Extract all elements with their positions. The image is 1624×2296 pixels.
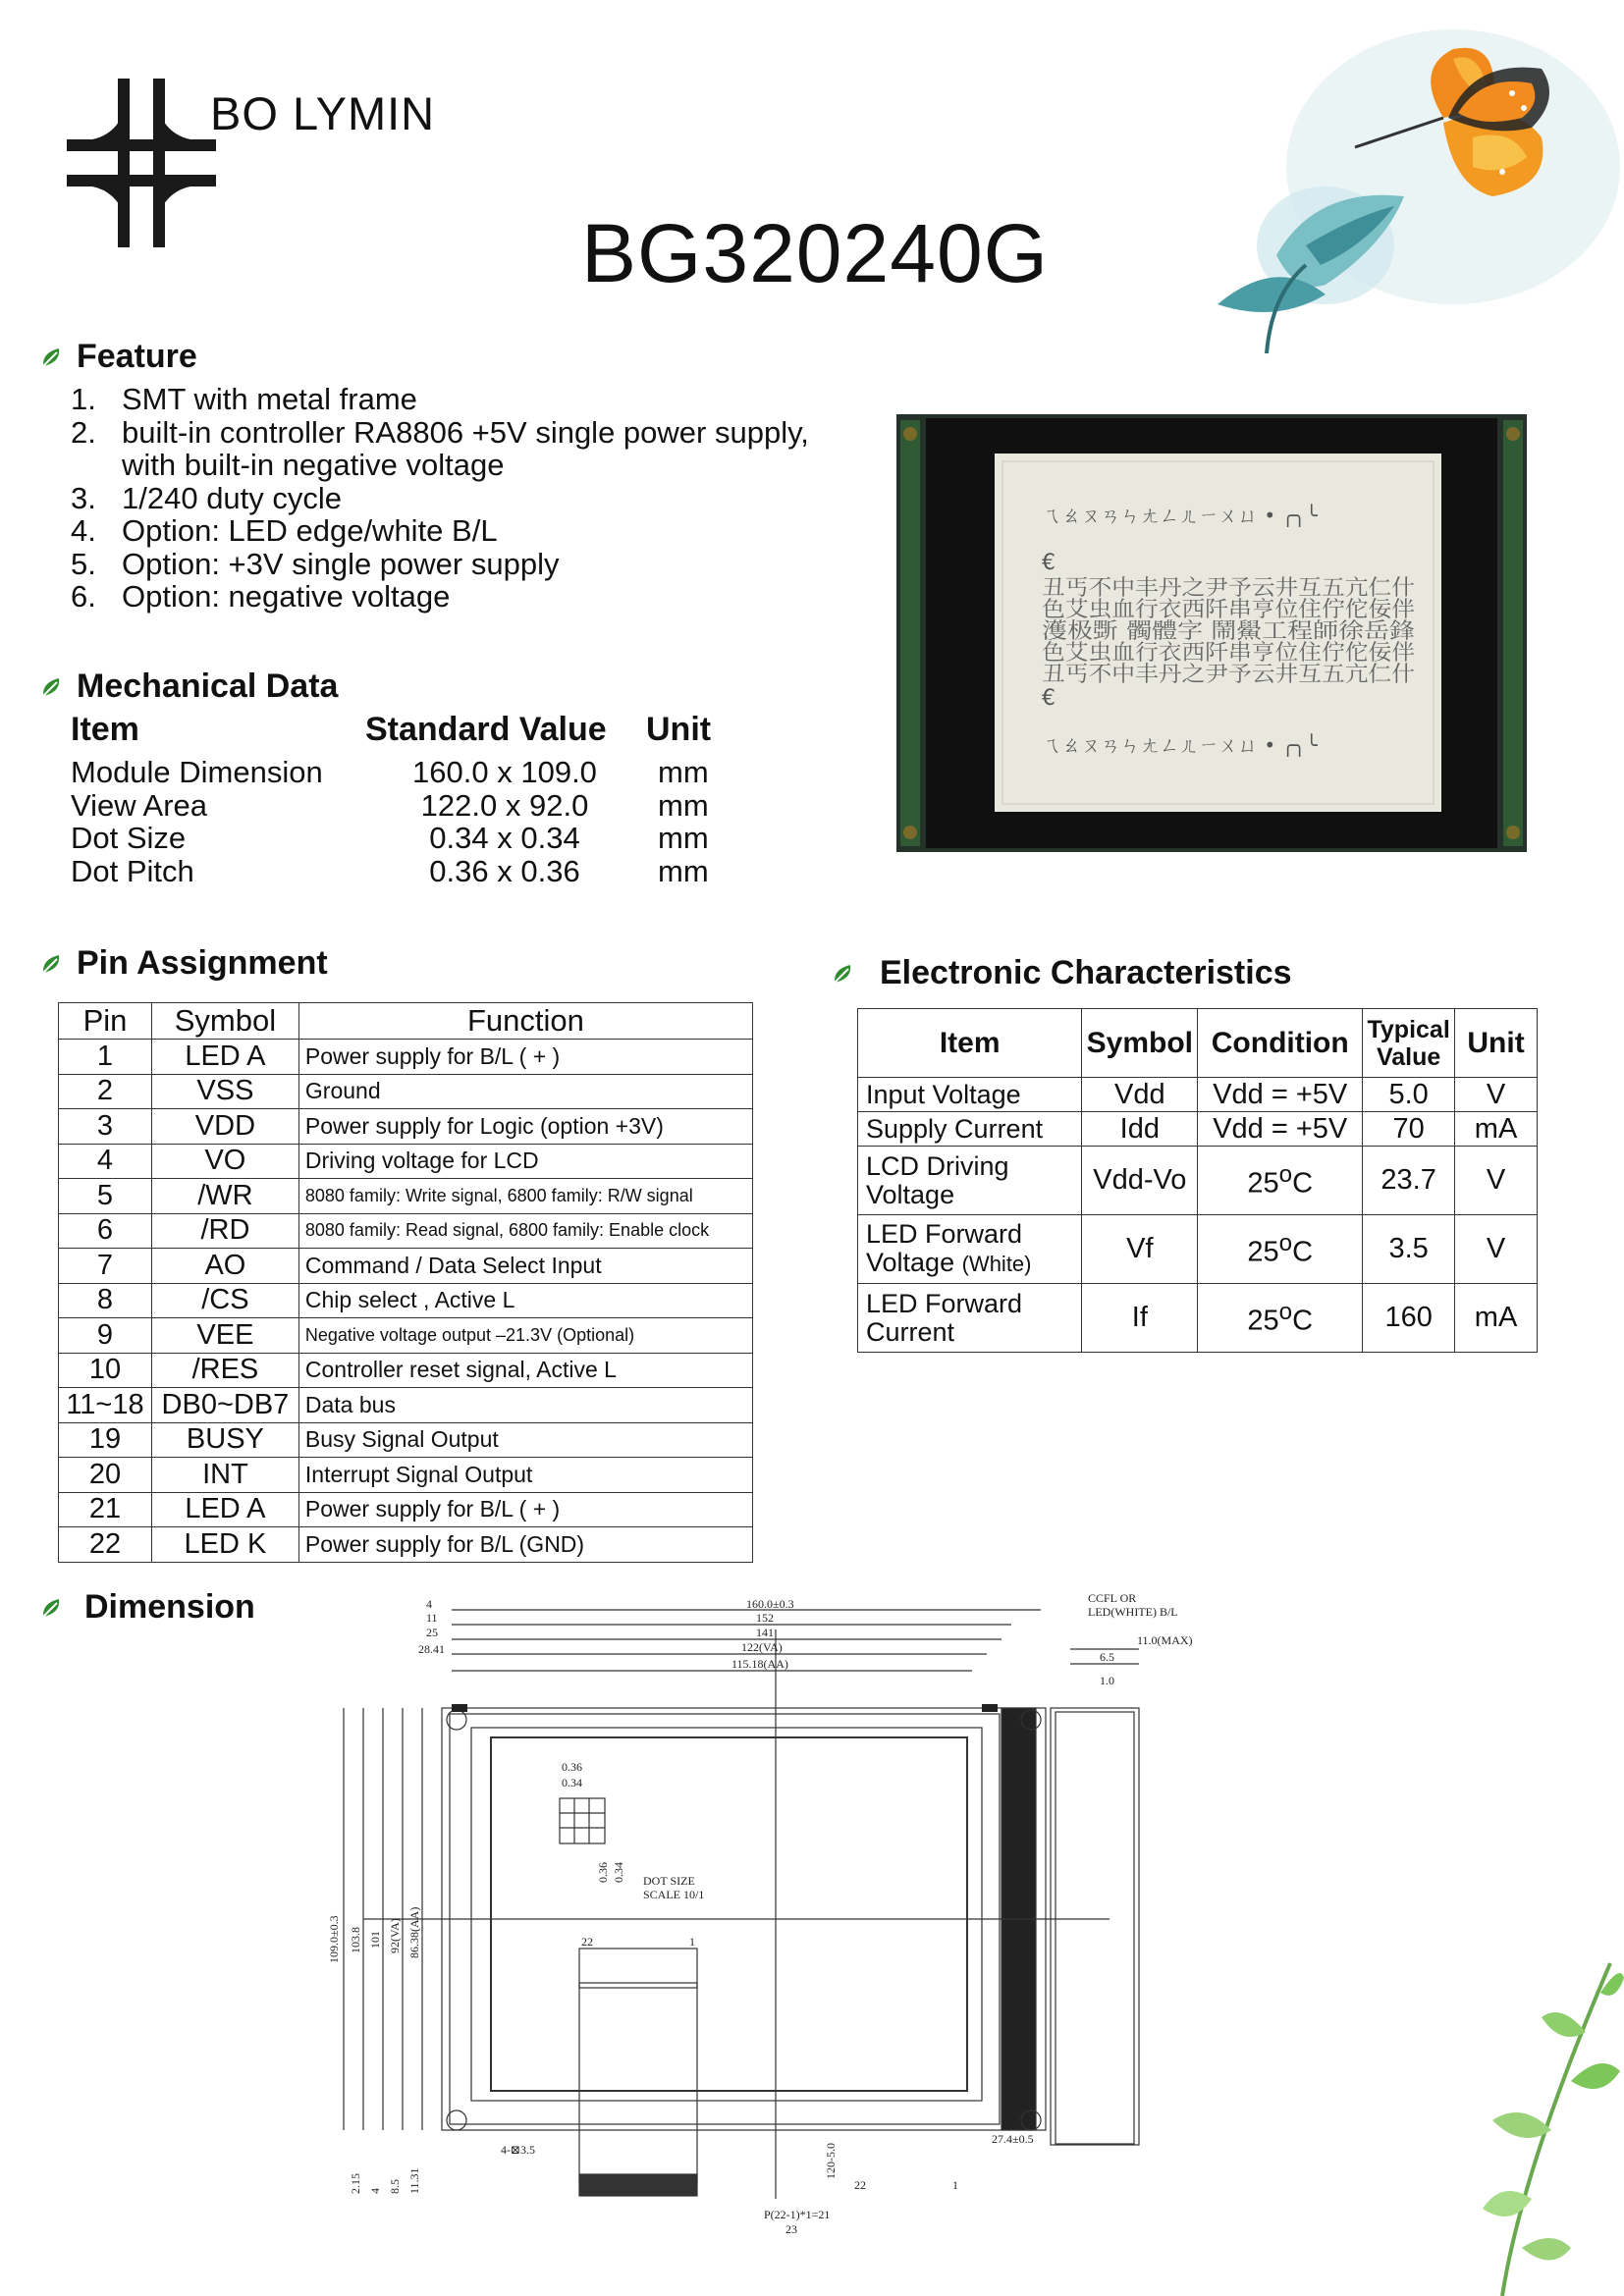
table-row: 8 /CS Chip select , Active L <box>59 1283 753 1318</box>
electronic-heading <box>831 954 1292 992</box>
table-row: Input Voltage Vdd Vdd = +5V 5.0 V <box>858 1078 1538 1112</box>
bolymin-logo <box>63 75 220 251</box>
table-row: 11~18 DB0~DB7 Data bus <box>59 1388 753 1423</box>
dim-label: 0.36 <box>596 1862 610 1883</box>
model-title: BG320240G <box>581 207 1050 299</box>
mechanical-row: Dot Pitch 0.36 x 0.36 mm <box>71 853 709 888</box>
dim-label: 122(VA) <box>741 1640 783 1654</box>
table-row: 10 /RES Controller reset signal, Active L <box>59 1353 753 1388</box>
dim-label: 120-5.0 <box>824 2143 838 2179</box>
butterfly-flower-illustration <box>1159 0 1624 412</box>
electronic-header-row: Item Symbol Condition Typical Value Unit <box>858 1009 1538 1078</box>
dim-label: 4-⊠3.5 <box>501 2143 536 2157</box>
table-row: LCD Driving Voltage Vdd-Vo 25$^o$C 23.7 V <box>858 1147 1538 1215</box>
dim-label: 141 <box>756 1626 774 1639</box>
dim-label: SCALE 10/1 <box>643 1888 705 1901</box>
leaf-bullet-icon <box>39 674 65 700</box>
feature-item-continuation: with built-in negative voltage <box>122 448 505 482</box>
pin-header-row: Pin Symbol Function <box>59 1003 753 1040</box>
dim-label: 86.38(AA) <box>407 1906 421 1958</box>
lcd-char-row: 丑丐不中丰丹之尹予云井互五亢仁什 <box>1042 663 1415 687</box>
table-row: 5 /WR 8080 family: Write signal, 6800 family: R/W signal <box>59 1179 753 1214</box>
lcd-line-2: ㄟㄠㄡㄢㄣㄤㄥㄦㄧㄨㄩ • ╭╮╰ <box>1042 733 1318 757</box>
section-title: Electronic Characteristics <box>880 954 1292 991</box>
dim-label: 92(VA) <box>388 1918 402 1953</box>
table-row: 7 AO Command / Data Select Input <box>59 1249 753 1284</box>
feature-heading <box>39 338 197 376</box>
dim-label: P(22-1)*1=21 <box>764 2208 831 2221</box>
table-row: 2 VSS Ground <box>59 1074 753 1109</box>
mechanical-heading <box>39 667 338 706</box>
section-title: Feature <box>77 338 197 375</box>
lcd-char-row: 丑丐不中丰丹之尹予云井互五亢仁什 <box>1042 576 1415 601</box>
dim-label: 1 <box>952 2178 958 2192</box>
leaf-bullet-icon <box>39 1595 65 1621</box>
table-row: 19 BUSY Busy Signal Output <box>59 1422 753 1458</box>
dim-label: DOT SIZE <box>643 1874 695 1888</box>
mechanical-data-table <box>71 711 744 887</box>
dim-label: 4 <box>426 1597 432 1611</box>
dim-label: 0.36 <box>562 1760 582 1774</box>
feature-item: 5. Option: +3V single power supply <box>71 546 560 581</box>
lcd-euro: € <box>1042 551 1056 575</box>
dim-label: 25 <box>426 1626 438 1639</box>
dim-label: 11.31 <box>407 2167 421 2194</box>
dim-label: 115.18(AA) <box>731 1657 788 1671</box>
dim-label: 23 <box>785 2222 797 2236</box>
dim-label: 6.5 <box>1100 1650 1114 1664</box>
feature-item: 6. Option: negative voltage <box>71 579 451 614</box>
dim-label: 11.0(MAX) <box>1137 1633 1193 1647</box>
table-row: LED Forward Current If 25$^o$C 160 mA <box>858 1284 1538 1353</box>
lcd-char-row: 濩极斲 髑體字 鬧鱟工程師徐岳鋒 <box>1042 619 1415 644</box>
brand-name: BO LYMIN <box>210 87 436 139</box>
dim-label: 103.8 <box>349 1927 362 1953</box>
leaf-bullet-icon <box>831 961 856 987</box>
dim-label: 4 <box>368 2188 382 2194</box>
feature-item: 4. Option: LED edge/white B/L <box>71 513 498 548</box>
section-title: Mechanical Data <box>77 667 339 705</box>
dim-label: 1.0 <box>1100 1674 1114 1687</box>
lcd-module-photo <box>896 414 1527 852</box>
mechanical-row: Dot Size 0.34 x 0.34 mm <box>71 821 709 855</box>
lcd-char-row: 色艾虫血行衣西阡串亨位住佇佗佞伴 <box>1042 598 1415 622</box>
dim-label: LED(WHITE) B/L <box>1088 1605 1178 1619</box>
table-row: 1 LED A Power supply for B/L ( + ) <box>59 1040 753 1075</box>
table-row: 6 /RD 8080 family: Read signal, 6800 family: Enable clock <box>59 1213 753 1249</box>
pin-heading <box>39 944 328 983</box>
feature-list <box>71 383 809 614</box>
leaves-illustration <box>1463 1924 1624 2296</box>
leaf-bullet-icon <box>39 345 65 370</box>
dimension-drawing <box>324 1590 1218 2238</box>
feature-item: 1. SMT with metal frame <box>71 382 417 416</box>
dim-label: 27.4±0.5 <box>992 2132 1034 2146</box>
table-row: 3 VDD Power supply for Logic (option +3V) <box>59 1109 753 1145</box>
dim-label: 8.5 <box>388 2179 402 2194</box>
dim-label: 0.34 <box>562 1776 582 1789</box>
table-row: 22 LED K Power supply for B/L (GND) <box>59 1527 753 1563</box>
dim-label: 1 <box>689 1935 695 1949</box>
table-row: LED Forward Voltage (White) Vf 25$^o$C 3.5 V <box>858 1215 1538 1284</box>
table-row: Supply Current Idd Vdd = +5V 70 mA <box>858 1112 1538 1147</box>
dim-label: 101 <box>368 1931 382 1949</box>
dimension-heading <box>39 1588 255 1627</box>
dim-label: 0.34 <box>612 1862 625 1883</box>
leaf-bullet-icon <box>39 951 65 977</box>
table-row: 20 INT Interrupt Signal Output <box>59 1458 753 1493</box>
dim-label: 109.0±0.3 <box>327 1915 341 1963</box>
lcd-line-1: ㄟㄠㄡㄢㄣㄤㄥㄦㄧㄨㄩ • ╭╮╰ <box>1042 504 1318 527</box>
table-row: 4 VO Driving voltage for LCD <box>59 1144 753 1179</box>
dim-label: 22 <box>854 2178 866 2192</box>
mechanical-row: View Area 122.0 x 92.0 mm <box>71 787 709 823</box>
table-row: 21 LED A Power supply for B/L ( + ) <box>59 1492 753 1527</box>
dim-label: 22 <box>581 1935 593 1949</box>
dim-label: 11 <box>426 1611 438 1625</box>
dim-label: 28.41 <box>418 1642 445 1656</box>
dim-label: 152 <box>756 1611 774 1625</box>
lcd-char-row: 色艾虫血行衣西阡串亨位住佇佗佞伴 <box>1042 641 1415 666</box>
dim-label: CCFL OR <box>1088 1591 1137 1605</box>
electronic-characteristics-table <box>857 1008 1538 1353</box>
lcd-euro: € <box>1042 686 1056 711</box>
mechanical-header-row: Item Standard Value Unit <box>71 711 712 748</box>
feature-item: 2. built-in controller RA8806 +5V single power supply, <box>71 414 809 450</box>
pin-assignment-table <box>58 1002 753 1563</box>
dim-label: 160.0±0.3 <box>746 1597 794 1611</box>
mechanical-row: Module Dimension 160.0 x 109.0 mm <box>71 755 709 789</box>
section-title: Dimension <box>84 1588 255 1626</box>
feature-item: 3. 1/240 duty cycle <box>71 480 343 515</box>
section-title: Pin Assignment <box>77 944 328 982</box>
table-row: 9 VEE Negative voltage output –21.3V (Optional) <box>59 1318 753 1354</box>
dim-label: 2.15 <box>349 2173 362 2194</box>
